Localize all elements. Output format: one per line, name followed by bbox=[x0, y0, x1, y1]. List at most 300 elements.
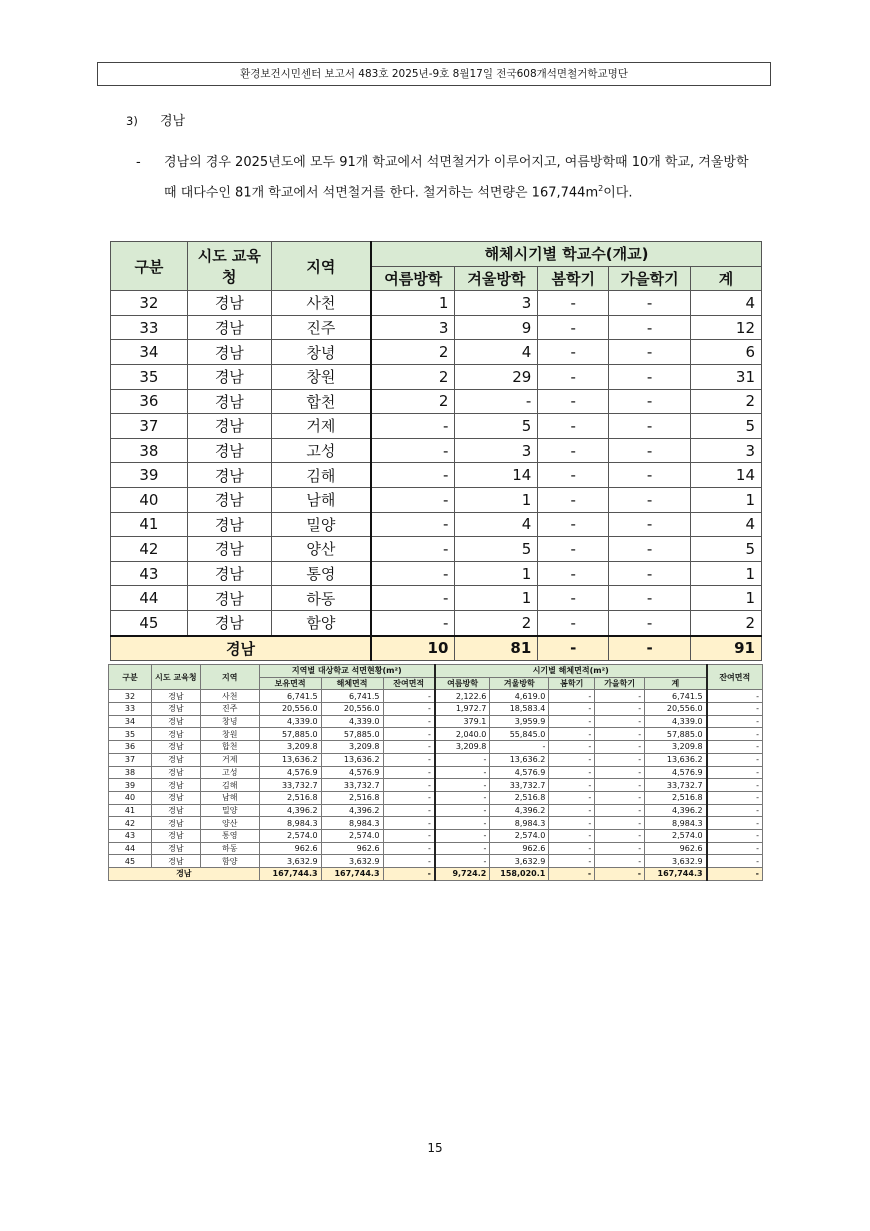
table-cell: - bbox=[435, 842, 490, 855]
table-cell: - bbox=[371, 414, 455, 439]
table-cell: 43 bbox=[109, 829, 152, 842]
table-cell: 경남 bbox=[151, 703, 200, 716]
total-cell: 91 bbox=[691, 636, 762, 661]
table-cell: 통영 bbox=[271, 561, 371, 586]
section-title: 경남 bbox=[160, 114, 186, 129]
table-cell: - bbox=[549, 855, 595, 868]
table-cell: 1 bbox=[691, 487, 762, 512]
table-cell: 4,396.2 bbox=[645, 804, 707, 817]
table-cell: 2 bbox=[371, 340, 455, 365]
table-cell: 경남 bbox=[151, 817, 200, 830]
table-cell: 962.6 bbox=[321, 842, 383, 855]
table-cell: 379.1 bbox=[435, 715, 490, 728]
table-cell: - bbox=[549, 779, 595, 792]
table-cell: 32 bbox=[111, 291, 188, 316]
table-cell: - bbox=[707, 829, 763, 842]
total-cell: 167,744.3 bbox=[321, 868, 383, 881]
table-cell: 3,209.8 bbox=[321, 741, 383, 754]
table-row bbox=[109, 779, 763, 792]
total-cell: 경남 bbox=[109, 868, 260, 881]
table-cell: 2 bbox=[371, 389, 455, 414]
table-cell: 4,396.2 bbox=[490, 804, 549, 817]
table-cell: - bbox=[609, 487, 691, 512]
table-cell: 합천 bbox=[200, 741, 259, 754]
table-cell: 4,339.0 bbox=[259, 715, 321, 728]
table-row bbox=[109, 804, 763, 817]
table-row bbox=[109, 829, 763, 842]
table-row bbox=[111, 463, 762, 488]
table-row bbox=[111, 610, 762, 635]
table-cell: 43 bbox=[111, 561, 188, 586]
table-row bbox=[111, 414, 762, 439]
table-cell: 4,576.9 bbox=[259, 766, 321, 779]
table-cell: - bbox=[383, 741, 435, 754]
table-row bbox=[111, 340, 762, 365]
table-cell: - bbox=[538, 364, 609, 389]
table-cell: 합천 bbox=[271, 389, 371, 414]
table-cell: 경남 bbox=[187, 364, 271, 389]
total-cell: - bbox=[549, 868, 595, 881]
table-cell: 42 bbox=[111, 537, 188, 562]
table-cell: 4,619.0 bbox=[490, 690, 549, 703]
table-row bbox=[109, 766, 763, 779]
table-cell: 경남 bbox=[187, 291, 271, 316]
table-cell: - bbox=[383, 804, 435, 817]
table-row bbox=[111, 364, 762, 389]
header-category: 구분 bbox=[111, 242, 188, 291]
table-cell: 1 bbox=[691, 561, 762, 586]
table-cell: - bbox=[435, 779, 490, 792]
table-cell: 경남 bbox=[187, 610, 271, 635]
table-cell: - bbox=[538, 512, 609, 537]
table-row bbox=[109, 855, 763, 868]
table-cell: 경남 bbox=[151, 855, 200, 868]
table-cell: 4,339.0 bbox=[645, 715, 707, 728]
table-cell: 2,574.0 bbox=[490, 829, 549, 842]
table-cell: 38 bbox=[111, 438, 188, 463]
table-cell: 경남 bbox=[151, 804, 200, 817]
table-cell: - bbox=[549, 690, 595, 703]
table-cell: 경남 bbox=[187, 438, 271, 463]
table-cell: 35 bbox=[111, 364, 188, 389]
table-cell: - bbox=[383, 791, 435, 804]
header-category: 구분 bbox=[109, 665, 152, 690]
table-cell: - bbox=[707, 766, 763, 779]
table-cell: 33,732.7 bbox=[259, 779, 321, 792]
table-cell: - bbox=[538, 586, 609, 611]
table-cell: 2 bbox=[455, 610, 538, 635]
table-cell: 37 bbox=[111, 414, 188, 439]
table-cell: 5 bbox=[691, 414, 762, 439]
total-cell: - bbox=[538, 636, 609, 661]
asbestos-area-table bbox=[108, 664, 763, 881]
table-cell: 창원 bbox=[271, 364, 371, 389]
table-cell: 하동 bbox=[200, 842, 259, 855]
table-cell: 고성 bbox=[271, 438, 371, 463]
table-cell: - bbox=[549, 829, 595, 842]
table-cell: - bbox=[707, 842, 763, 855]
table-cell: 2 bbox=[691, 389, 762, 414]
table-cell: 경남 bbox=[151, 715, 200, 728]
table-cell: 13,636.2 bbox=[645, 753, 707, 766]
table-cell: - bbox=[595, 779, 645, 792]
table-cell: 창원 bbox=[200, 728, 259, 741]
table-cell: - bbox=[549, 753, 595, 766]
summary-paragraph bbox=[136, 150, 756, 206]
table-cell: 2,574.0 bbox=[321, 829, 383, 842]
table-cell: 3 bbox=[691, 438, 762, 463]
table-cell: 33,732.7 bbox=[321, 779, 383, 792]
table-cell: - bbox=[707, 804, 763, 817]
table-cell: 2 bbox=[691, 610, 762, 635]
table-cell: - bbox=[383, 728, 435, 741]
header-remaining: 잔여면적 bbox=[707, 665, 763, 690]
total-cell: 158,020.1 bbox=[490, 868, 549, 881]
table-cell: - bbox=[595, 715, 645, 728]
table-cell: 8,984.3 bbox=[259, 817, 321, 830]
table-cell: 양산 bbox=[200, 817, 259, 830]
total-cell: - bbox=[707, 868, 763, 881]
table-cell: 32 bbox=[109, 690, 152, 703]
table-cell: - bbox=[549, 728, 595, 741]
table-cell: - bbox=[538, 487, 609, 512]
table-cell: - bbox=[383, 855, 435, 868]
table-cell: - bbox=[549, 817, 595, 830]
table-cell: - bbox=[707, 715, 763, 728]
total-row bbox=[111, 636, 762, 661]
table-cell: 33 bbox=[111, 315, 188, 340]
table-cell: 20,556.0 bbox=[645, 703, 707, 716]
table-cell: 35 bbox=[109, 728, 152, 741]
table-cell: 경남 bbox=[187, 561, 271, 586]
table-cell: - bbox=[707, 817, 763, 830]
table-cell: - bbox=[538, 414, 609, 439]
table-cell: 경남 bbox=[187, 586, 271, 611]
table-cell: 3,632.9 bbox=[321, 855, 383, 868]
table-cell: 57,885.0 bbox=[259, 728, 321, 741]
table-row bbox=[109, 728, 763, 741]
table-cell: - bbox=[371, 610, 455, 635]
table-cell: - bbox=[435, 766, 490, 779]
table-cell: 1 bbox=[455, 487, 538, 512]
table-cell: 4 bbox=[455, 512, 538, 537]
table-cell: 1,972.7 bbox=[435, 703, 490, 716]
school-count-table bbox=[110, 241, 762, 661]
table-cell: - bbox=[595, 741, 645, 754]
table-cell: 13,636.2 bbox=[259, 753, 321, 766]
table-cell: 경남 bbox=[151, 829, 200, 842]
table-cell: 3 bbox=[371, 315, 455, 340]
table-cell: 34 bbox=[109, 715, 152, 728]
table-cell: - bbox=[538, 537, 609, 562]
table-row bbox=[111, 291, 762, 316]
table-cell: - bbox=[595, 817, 645, 830]
table-cell: 18,583.4 bbox=[490, 703, 549, 716]
table-cell: 33 bbox=[109, 703, 152, 716]
table-cell: 남해 bbox=[200, 791, 259, 804]
table-cell: - bbox=[707, 703, 763, 716]
table-cell: - bbox=[383, 842, 435, 855]
subheader-period-3: 가을학기 bbox=[595, 677, 645, 690]
table-cell: 4,576.9 bbox=[321, 766, 383, 779]
page-number: 15 bbox=[427, 1141, 443, 1155]
table-cell: 경남 bbox=[187, 463, 271, 488]
table-cell: 31 bbox=[691, 364, 762, 389]
table-cell: 36 bbox=[111, 389, 188, 414]
table-cell: 밀양 bbox=[271, 512, 371, 537]
table-cell: - bbox=[595, 728, 645, 741]
table-cell: 1 bbox=[691, 586, 762, 611]
table-cell: 4,576.9 bbox=[490, 766, 549, 779]
table-cell: 4 bbox=[691, 512, 762, 537]
table-cell: 40 bbox=[109, 791, 152, 804]
table-cell: 사천 bbox=[200, 690, 259, 703]
table-cell: - bbox=[549, 703, 595, 716]
table-cell: - bbox=[371, 487, 455, 512]
table-cell: 창녕 bbox=[200, 715, 259, 728]
table-cell: - bbox=[383, 715, 435, 728]
table-cell: - bbox=[707, 690, 763, 703]
table-cell: 962.6 bbox=[490, 842, 549, 855]
table-cell: 경남 bbox=[187, 487, 271, 512]
table-cell: 통영 bbox=[200, 829, 259, 842]
table-cell: 39 bbox=[109, 779, 152, 792]
table-cell: 3,632.9 bbox=[490, 855, 549, 868]
table-cell: - bbox=[609, 414, 691, 439]
table-cell: - bbox=[707, 791, 763, 804]
table-cell: - bbox=[595, 690, 645, 703]
table-cell: - bbox=[371, 512, 455, 537]
table-cell: 5 bbox=[691, 537, 762, 562]
table-cell: - bbox=[595, 703, 645, 716]
table-cell: 8,984.3 bbox=[645, 817, 707, 830]
superscript: 2 bbox=[598, 184, 604, 193]
table-cell: - bbox=[609, 340, 691, 365]
table-cell: 6,741.5 bbox=[321, 690, 383, 703]
table-cell: 남해 bbox=[271, 487, 371, 512]
table-cell: - bbox=[707, 753, 763, 766]
table-cell: - bbox=[435, 791, 490, 804]
table-cell: 경남 bbox=[151, 779, 200, 792]
table-cell: 3,632.9 bbox=[645, 855, 707, 868]
table-cell: 2,122.6 bbox=[435, 690, 490, 703]
table-cell: 경남 bbox=[151, 741, 200, 754]
table-row bbox=[111, 512, 762, 537]
table-cell: - bbox=[549, 715, 595, 728]
table-cell: 41 bbox=[109, 804, 152, 817]
table-cell: - bbox=[549, 842, 595, 855]
total-cell: 167,744.3 bbox=[645, 868, 707, 881]
table-cell: 36 bbox=[109, 741, 152, 754]
table-cell: - bbox=[383, 753, 435, 766]
subheader-status-0: 보유면적 bbox=[259, 677, 321, 690]
table-cell: 하동 bbox=[271, 586, 371, 611]
total-cell: 10 bbox=[371, 636, 455, 661]
table-cell: - bbox=[538, 561, 609, 586]
table-cell: - bbox=[707, 741, 763, 754]
table-cell: 33,732.7 bbox=[645, 779, 707, 792]
table-cell: 3 bbox=[455, 438, 538, 463]
total-cell: 경남 bbox=[111, 636, 372, 661]
table-cell: - bbox=[595, 766, 645, 779]
table-cell: 29 bbox=[455, 364, 538, 389]
bullet-dash: - bbox=[136, 155, 141, 170]
table-cell: 함양 bbox=[200, 855, 259, 868]
table-cell: - bbox=[595, 791, 645, 804]
table-cell: 밀양 bbox=[200, 804, 259, 817]
subheader-status-1: 해체면적 bbox=[321, 677, 383, 690]
table-cell: - bbox=[371, 586, 455, 611]
table-cell: 4,339.0 bbox=[321, 715, 383, 728]
table-cell: - bbox=[609, 537, 691, 562]
subheader-0: 여름방학 bbox=[371, 266, 455, 291]
table-cell: 양산 bbox=[271, 537, 371, 562]
table-cell: 9 bbox=[455, 315, 538, 340]
table-cell: 경남 bbox=[187, 512, 271, 537]
table-cell: - bbox=[435, 804, 490, 817]
table-cell: 41 bbox=[111, 512, 188, 537]
table-cell: 3 bbox=[455, 291, 538, 316]
table-cell: - bbox=[455, 389, 538, 414]
table-cell: 3,959.9 bbox=[490, 715, 549, 728]
table-cell: 2,574.0 bbox=[645, 829, 707, 842]
table-cell: 14 bbox=[691, 463, 762, 488]
table-cell: 42 bbox=[109, 817, 152, 830]
table-cell: 진주 bbox=[271, 315, 371, 340]
table-cell: - bbox=[595, 753, 645, 766]
table-cell: 14 bbox=[455, 463, 538, 488]
subheader-period-0: 여름방학 bbox=[435, 677, 490, 690]
table-cell: 34 bbox=[111, 340, 188, 365]
table-cell: - bbox=[549, 804, 595, 817]
table-cell: 경남 bbox=[187, 414, 271, 439]
table-cell: 5 bbox=[455, 414, 538, 439]
table-cell: 13,636.2 bbox=[490, 753, 549, 766]
table-cell: 함양 bbox=[271, 610, 371, 635]
table-cell: - bbox=[435, 855, 490, 868]
table-cell: - bbox=[549, 741, 595, 754]
table-cell: - bbox=[371, 438, 455, 463]
table-cell: 경남 bbox=[187, 315, 271, 340]
table-cell: 3,632.9 bbox=[259, 855, 321, 868]
table-cell: - bbox=[609, 291, 691, 316]
table-cell: - bbox=[595, 842, 645, 855]
table-cell: 2,516.8 bbox=[490, 791, 549, 804]
table-row bbox=[111, 487, 762, 512]
table-cell: 962.6 bbox=[259, 842, 321, 855]
table-cell: - bbox=[383, 766, 435, 779]
subheader-1: 겨울방학 bbox=[455, 266, 538, 291]
table-cell: 4,396.2 bbox=[259, 804, 321, 817]
table-cell: - bbox=[538, 291, 609, 316]
table-cell: 55,845.0 bbox=[490, 728, 549, 741]
table-cell: 8,984.3 bbox=[490, 817, 549, 830]
total-cell: 81 bbox=[455, 636, 538, 661]
total-row bbox=[109, 868, 763, 881]
table-cell: 20,556.0 bbox=[259, 703, 321, 716]
table-cell: 4 bbox=[455, 340, 538, 365]
table-row bbox=[109, 715, 763, 728]
table-cell: 6,741.5 bbox=[645, 690, 707, 703]
table-cell: - bbox=[435, 817, 490, 830]
table-cell: 고성 bbox=[200, 766, 259, 779]
table-row bbox=[109, 753, 763, 766]
table-cell: 진주 bbox=[200, 703, 259, 716]
table-cell: - bbox=[609, 364, 691, 389]
table-cell: 사천 bbox=[271, 291, 371, 316]
table-cell: 40 bbox=[111, 487, 188, 512]
header-office: 시도 교육청 bbox=[151, 665, 200, 690]
total-cell: 167,744.3 bbox=[259, 868, 321, 881]
section-heading bbox=[126, 110, 185, 129]
table-cell: 거제 bbox=[200, 753, 259, 766]
table-cell: 12 bbox=[691, 315, 762, 340]
table-cell: 거제 bbox=[271, 414, 371, 439]
table-cell: 57,885.0 bbox=[645, 728, 707, 741]
table-cell: - bbox=[371, 561, 455, 586]
header-region: 지역 bbox=[200, 665, 259, 690]
table-cell: - bbox=[371, 463, 455, 488]
subheader-2: 봄학기 bbox=[538, 266, 609, 291]
total-cell: - bbox=[595, 868, 645, 881]
report-header: 환경보건시민센터 보고서 483호 2025년-9호 8월17일 전국608개석면철거학교명단 bbox=[97, 62, 771, 86]
subheader-status-2: 잔여면적 bbox=[383, 677, 435, 690]
table-cell: 창녕 bbox=[271, 340, 371, 365]
table-cell: 경남 bbox=[187, 340, 271, 365]
table-cell: 경남 bbox=[187, 537, 271, 562]
table-cell: - bbox=[609, 610, 691, 635]
table-row bbox=[109, 703, 763, 716]
table-cell: 4,396.2 bbox=[321, 804, 383, 817]
subheader-3: 가을학기 bbox=[609, 266, 691, 291]
header-office: 시도 교육청 bbox=[187, 242, 271, 291]
table-cell: 김해 bbox=[271, 463, 371, 488]
table-cell: - bbox=[435, 753, 490, 766]
table-cell: - bbox=[609, 389, 691, 414]
table-cell: - bbox=[383, 817, 435, 830]
table-cell: 2,516.8 bbox=[645, 791, 707, 804]
table-cell: 33,732.7 bbox=[490, 779, 549, 792]
table-cell: - bbox=[595, 804, 645, 817]
table-cell: 20,556.0 bbox=[321, 703, 383, 716]
table-row bbox=[111, 537, 762, 562]
table-cell: 1 bbox=[455, 586, 538, 611]
table-cell: - bbox=[609, 315, 691, 340]
table-cell: - bbox=[538, 463, 609, 488]
table-cell: 2 bbox=[371, 364, 455, 389]
table-cell: - bbox=[707, 855, 763, 868]
section-number: 3) bbox=[126, 114, 138, 128]
summary-text-end: 이다. bbox=[603, 185, 633, 201]
table-cell: 2,040.0 bbox=[435, 728, 490, 741]
table-cell: - bbox=[609, 561, 691, 586]
table-cell: 37 bbox=[109, 753, 152, 766]
table-cell: 57,885.0 bbox=[321, 728, 383, 741]
table-cell: 44 bbox=[109, 842, 152, 855]
table-cell: - bbox=[371, 537, 455, 562]
table-cell: 2,516.8 bbox=[259, 791, 321, 804]
table-row bbox=[111, 389, 762, 414]
table-row bbox=[111, 561, 762, 586]
table-cell: 1 bbox=[455, 561, 538, 586]
table-cell: 경남 bbox=[151, 842, 200, 855]
table-cell: - bbox=[595, 855, 645, 868]
table-cell: 6 bbox=[691, 340, 762, 365]
table-cell: 6,741.5 bbox=[259, 690, 321, 703]
table-cell: - bbox=[538, 315, 609, 340]
table-cell: - bbox=[383, 829, 435, 842]
summary-text: 경남의 경우 2025년도에 모두 91개 학교에서 석면철거가 이루어지고, 여름방학때 10개 학교, 겨울방학때 대다수인 81개 학교에서 석면철거를 한다. 철거하는 석면량은 167,744m bbox=[164, 155, 749, 201]
